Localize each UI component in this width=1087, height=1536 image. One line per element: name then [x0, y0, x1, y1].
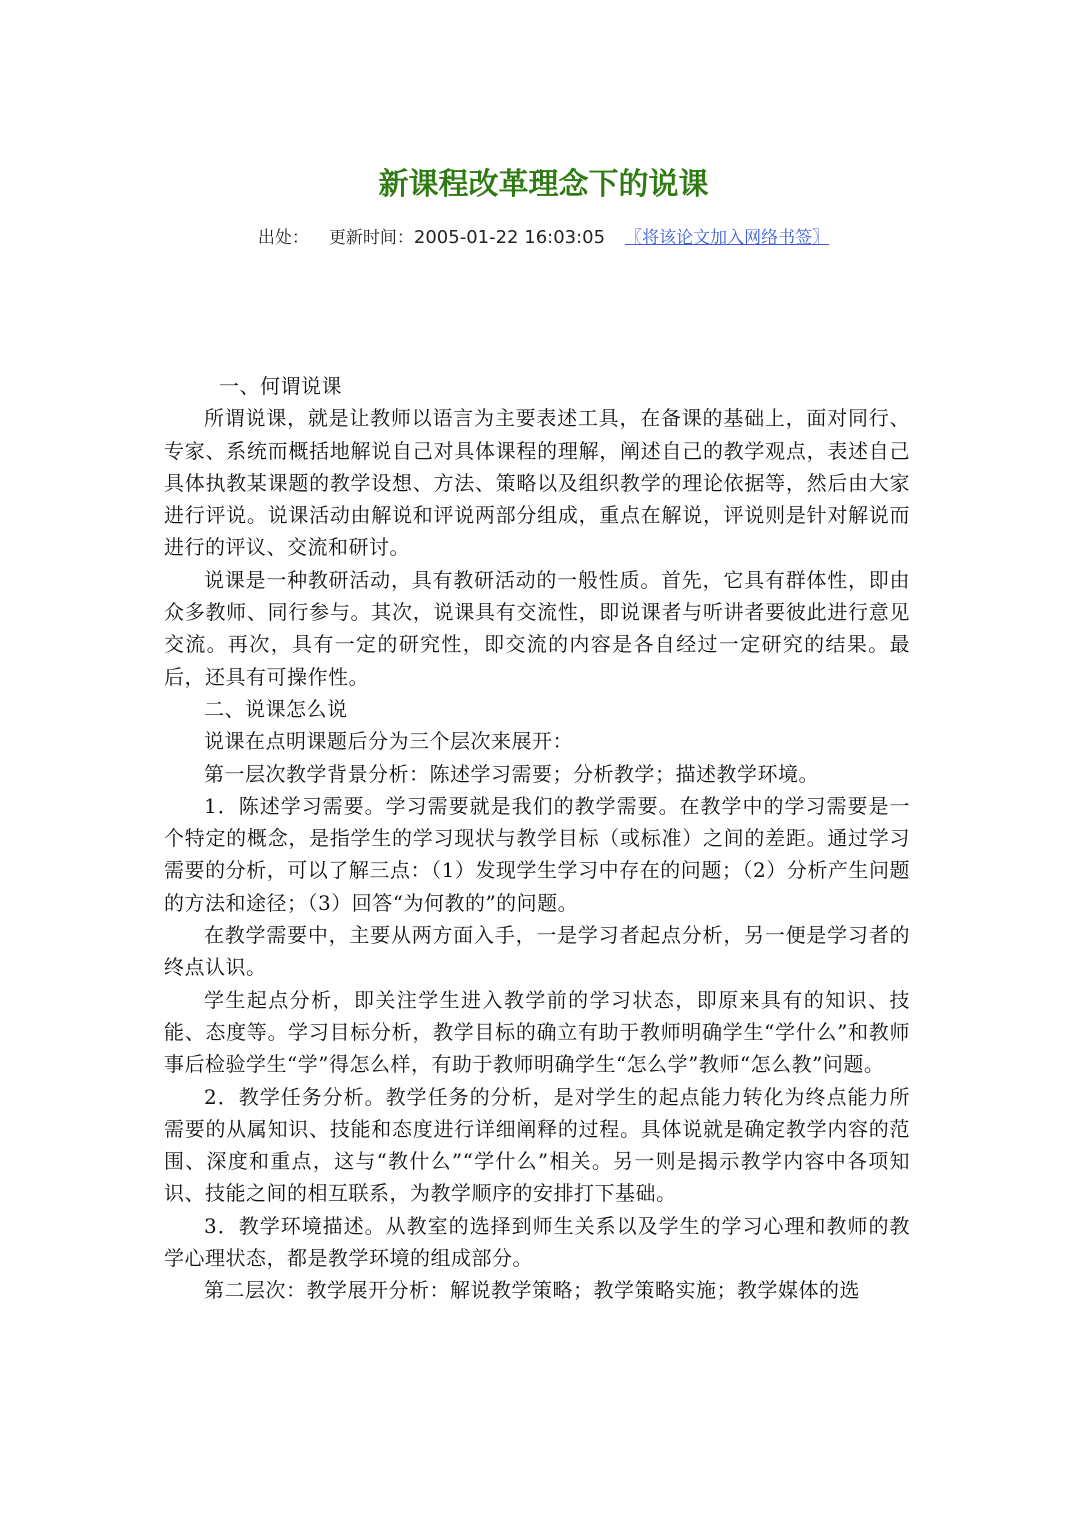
article-meta	[0, 226, 1087, 250]
add-bookmark-link[interactable]: 〖将该论文加入网络书签〗	[625, 228, 830, 248]
article-title: 新课程改革理念下的说课	[378, 167, 709, 202]
paragraph: 学生起点分析，即关注学生进入教学前的学习状态，即原来具有的知识、技能、态度等。学习目标分析，教学目标的确立有助于教师明确学生“学什么”和教师事后检验学生“学”得怎么样，有助于教师明确学生“怎么学”教师“怎么教”问题。	[164, 987, 910, 1077]
paragraph: 2．教学任务分析。教学任务的分析，是对学生的起点能力转化为终点能力所需要的从属知识、技能和态度进行详细阐释的过程。具体说就是确定教学内容的范围、深度和重点，这与“教什么”“学什么”相关。另一则是揭示教学内容中各项知识、技能之间的相互联系，为教学顺序的安排打下基础。	[164, 1084, 910, 1206]
paragraph: 说课在点明课题后分为三个层次来展开：	[204, 729, 573, 754]
paragraph: 第二层次：教学展开分析：解说教学策略；教学策略实施；教学媒体的选	[204, 1278, 860, 1303]
section-heading-1: 一、何谓说课	[219, 374, 342, 398]
paragraph: 1．陈述学习需要。学习需要就是我们的教学需要。在教学中的学习需要是一个特定的概念，是指学生的学习现状与教学目标（或标准）之间的差距。通过学习需要的分析，可以了解三点：（1）发现学生学习中存在的问题；（2）分析产生问题的方法和途径；（3）回答“为何教的”的问题。	[164, 793, 910, 915]
article-body	[164, 370, 910, 1307]
update-time-value: 2005-01-22 16:03:05	[413, 227, 606, 248]
source-label: 出处：	[257, 228, 309, 248]
paragraph: 所谓说课，就是让教师以语言为主要表述工具，在备课的基础上，面对同行、专家、系统而概括地解说自己对具体课程的理解，阐述自己的教学观点，表述自己具体执教某课题的教学设想、方法、策略以及组织教学的理论依据等，然后由大家进行评说。说课活动由解说和评说两部分组成，重点在解说，评说则是针对解说而进行的评议、交流和研讨。	[164, 406, 910, 560]
update-time-label: 更新时间：	[328, 228, 414, 248]
paragraph: 3．教学环境描述。从教室的选择到师生关系以及学生的学习心理和教师的教学心理状态，都是教学环境的组成部分。	[164, 1213, 910, 1271]
paragraph: 在教学需要中，主要从两方面入手，一是学习者起点分析，另一便是学习者的终点认识。	[164, 923, 910, 980]
paragraph: 说课是一种教研活动，具有教研活动的一般性质。首先，它具有群体性，即由众多教师、同行参与。其次，说课具有交流性，即说课者与听讲者要彼此进行意见交流。再次，具有一定的研究性，即交流的内容是各自经过一定研究的结果。最后，还具有可操作性。	[164, 567, 910, 689]
section-heading-2: 二、说课怎么说	[204, 696, 348, 721]
paragraph: 第一层次教学背景分析：陈述学习需要；分析教学；描述教学环境。	[204, 761, 819, 786]
